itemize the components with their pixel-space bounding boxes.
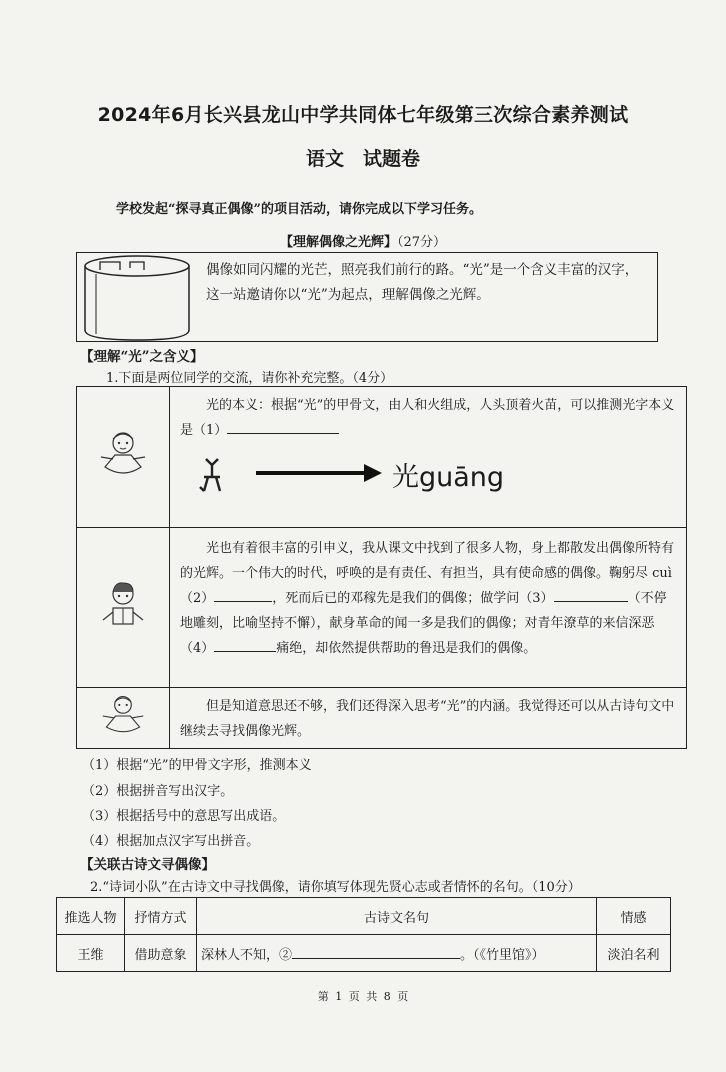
- cell3-text: 但是知道意思还不够，我们还得深入思考“光”的内涵。我觉得还可以从古诗句文中继续去寻找偶像光辉。: [180, 699, 675, 739]
- dialog-row: [77, 387, 687, 528]
- note-4: （4）根据加点汉字写出拼音。: [82, 834, 260, 849]
- boy-avatar-icon: [93, 578, 153, 634]
- result-char: [392, 455, 504, 494]
- result-pinyin: guāng: [419, 462, 505, 493]
- header-emotion: 情感: [597, 898, 671, 935]
- header-method: 抒情方式: [125, 898, 197, 935]
- header-person: 推选人物: [57, 898, 125, 935]
- scroll-icon: [78, 252, 196, 342]
- avatar-cell: [77, 528, 170, 688]
- avatar-cell: [77, 688, 170, 749]
- poem-table: [56, 897, 671, 972]
- dialog-row: [77, 688, 687, 749]
- cell1-text: [170, 387, 686, 447]
- poem-header-row: [57, 898, 671, 935]
- oracle-arrow-row: [170, 447, 686, 503]
- oracle-bone-char-icon: [184, 451, 244, 497]
- verse-part-a: 深林人不知，②: [201, 947, 293, 963]
- scroll-paragraph: 偶像如同闪耀的光芒，照亮我们前行的路。“光”是一个含义丰富的汉字，这一站邀请你以“光”为起点，理解偶像之光辉。: [206, 262, 639, 303]
- cell-verse: [197, 935, 597, 972]
- arrow-icon: [256, 461, 384, 485]
- cell1-paragraph: 光的本义：根据“光”的甲骨文，由人和火组成，人头顶着火苗，可以推测光字本义是（1）: [180, 398, 675, 438]
- scroll-text: [206, 258, 648, 308]
- cell-person: 王维: [57, 935, 125, 972]
- part2-heading: 【关联古诗文寻偶像】: [80, 857, 215, 873]
- cell2-part-3: （不停地雕刻，比喻坚持不懈），献身革命的闻一多是我们的偶像；对青年潦草的来信深恶（4）: [180, 591, 667, 656]
- note-3: （3）根据括号中的意思写出成语。: [82, 809, 286, 824]
- cell2-part-4: 痛绝，却依然提供帮助的鲁迅是我们的偶像。: [276, 641, 537, 656]
- cell-extended-meaning: [170, 528, 687, 688]
- cell-closing: [170, 688, 687, 749]
- section-heading: [0, 231, 726, 250]
- answer-blank-3[interactable]: [554, 587, 628, 602]
- table-row: [57, 935, 671, 972]
- answer-blank-4[interactable]: [214, 637, 276, 652]
- answer-blank-2[interactable]: [214, 587, 272, 602]
- girl-avatar-icon: [93, 427, 153, 483]
- answer-blank-verse[interactable]: [292, 944, 460, 959]
- part1-heading: 【理解“光”之含义】: [80, 349, 204, 365]
- cell-oracle: [170, 387, 687, 528]
- exam-subtitle: 语文 试题卷: [305, 148, 420, 170]
- page-footer: 第 1 页 共 8 页: [317, 990, 409, 1003]
- cell2-part-1: 光也有着很丰富的引申义，我从课文中找到了很多人物，身上都散发出偶像所特有的光辉。一个伟大的时代，呼唤的是有责任、有担当，具有使命感的偶像。鞠躬尽 cuì（2）: [180, 541, 675, 606]
- answer-blank-1[interactable]: [227, 419, 339, 434]
- section-heading-label: 【理解偶像之光辉】: [279, 235, 397, 250]
- question-2: 2.“诗词小队”在古诗文中寻找偶像，请你填写体现先贤心志或者情怀的名句。（10分）: [90, 880, 581, 895]
- cell2-text: [170, 528, 686, 665]
- dialog-table: [76, 386, 687, 749]
- cell-emotion: 淡泊名利: [597, 935, 671, 972]
- avatar-cell: [77, 387, 170, 528]
- cell-method: 借助意象: [125, 935, 197, 972]
- girl-avatar-icon: [95, 692, 151, 740]
- note-2: （2）根据拼音写出汉字。: [82, 784, 234, 799]
- cell2-part-2: ，死而后已的邓稼先是我们的偶像；做学问（3）: [272, 591, 554, 606]
- verse-part-b: 。（《竹里馆》）: [460, 947, 545, 963]
- header-verse: 古诗文名句: [197, 898, 597, 935]
- exam-title: 2024年6月长兴县龙山中学共同体七年级第三次综合素养测试: [97, 104, 629, 126]
- result-char-text: 光: [392, 462, 419, 493]
- section-points: （27分）: [396, 235, 447, 250]
- dialog-row: [77, 528, 687, 688]
- note-1: （1）根据“光”的甲骨文字形，推测本义: [82, 758, 312, 773]
- intro-text: 学校发起“探寻真正偶像”的项目活动，请你完成以下学习任务。: [116, 202, 482, 217]
- question-1: 1.下面是两位同学的交流，请你补充完整。（4分）: [106, 371, 394, 386]
